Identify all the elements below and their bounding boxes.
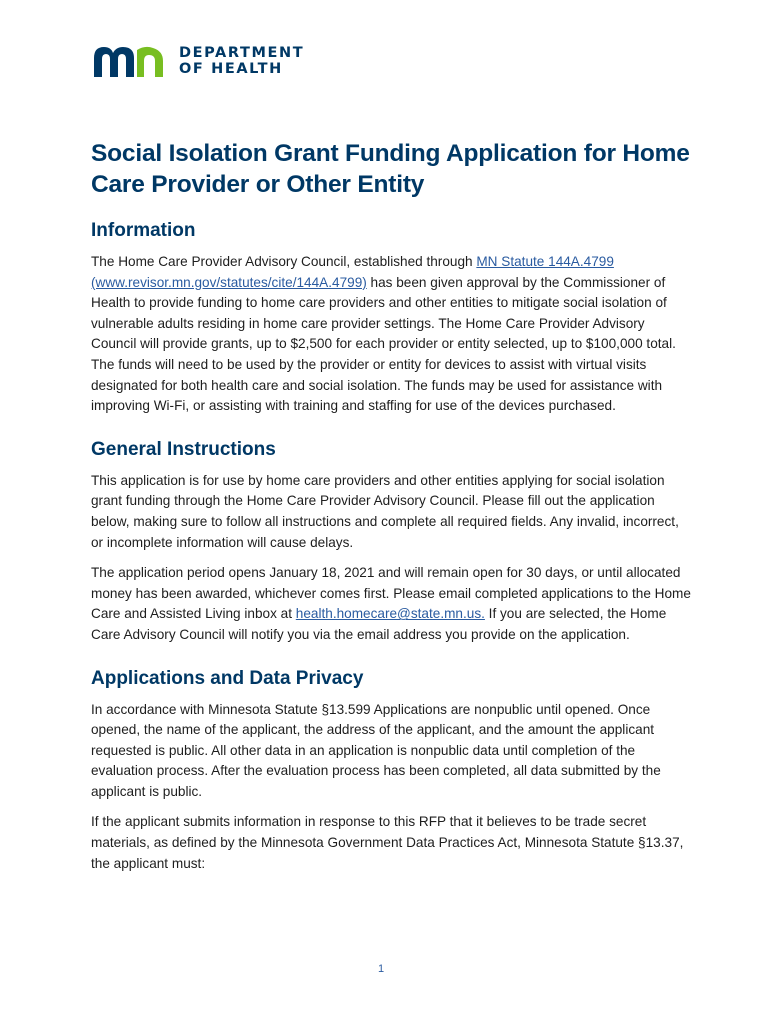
homecare-email-link[interactable]: health.homecare@state.mn.us.	[295, 606, 485, 622]
document-body	[91, 138, 691, 874]
information-heading: Information	[91, 220, 196, 241]
org-name-line1: DEPARTMENT	[179, 45, 305, 61]
mn-logo-icon	[91, 44, 169, 78]
data-privacy-paragraph-1: In accordance with Minnesota Statute §13.599 Applications are nonpublic until opened. Once opened, the name of the applicant, the address of the applicant, and the amount the applicant requested is public. All other data in an application is nonpublic data until completion of the evaluation process. After the evaluation process has been completed, all data submitted by the applicant is public.	[91, 701, 661, 799]
document-title: Social Isolation Grant Funding Application for Home Care Provider or Other Entity	[91, 140, 690, 198]
information-paragraph	[91, 252, 691, 417]
general-instructions-paragraph-2	[91, 563, 691, 645]
page-number: 1	[378, 963, 385, 975]
general-instructions-paragraph-1: This application is for use by home care providers and other entities applying for social isolation grant funding through the Home Care Provider Advisory Council. Please fill out the application below, making sure to follow all instructions and complete all required fields. Any invalid, incorrect, or incomplete information will cause delays.	[91, 472, 679, 550]
application-period-text: The application period opens January 18, 2021 and will remain open for 30 days, or until allocated money has been awarded, whichever comes first. Please email completed applications to the Home Care and Assisted Living inbox at	[91, 565, 691, 622]
information-text-start: The Home Care Provider Advisory Council, established through	[91, 254, 477, 269]
data-privacy-heading: Applications and Data Privacy	[91, 667, 364, 689]
data-privacy-paragraph-2: If the applicant submits information in response to this RFP that it believes to be trade secret materials, as defined by the Minnesota Government Data Practices Act, Minnesota Statute §13.37, the applicant must:	[91, 814, 684, 871]
mn-statute-link[interactable]: MN Statute 144A.4799 (www.revisor.mn.gov/statutes/cite/144A.4799)	[91, 254, 614, 290]
general-instructions-heading: General Instructions	[91, 438, 276, 460]
mdh-logo	[91, 44, 304, 78]
notification-text: If you are selected, the Home Care Advisory Council will notify you via the email address you provide on the application.	[91, 606, 667, 642]
org-name-line2: OF HEALTH	[179, 61, 283, 77]
org-name	[179, 45, 304, 77]
information-text-rest: has been given approval by the Commissioner of Health to provide funding to home care providers and other entities to mitigate social isolation of vulnerable adults residing in home care provider settings. The Home Care Provider Advisory Council will provide grants, up to $2,500 for each provider or entity selected, up to $100,000 total. The funds will need to be used by the provider or entity for devices to assist with virtual visits designated for both health care and social isolation. The funds may be used for assistance with improving Wi-Fi, or assisting with training and staffing for use of the devices purchased.	[91, 274, 676, 414]
